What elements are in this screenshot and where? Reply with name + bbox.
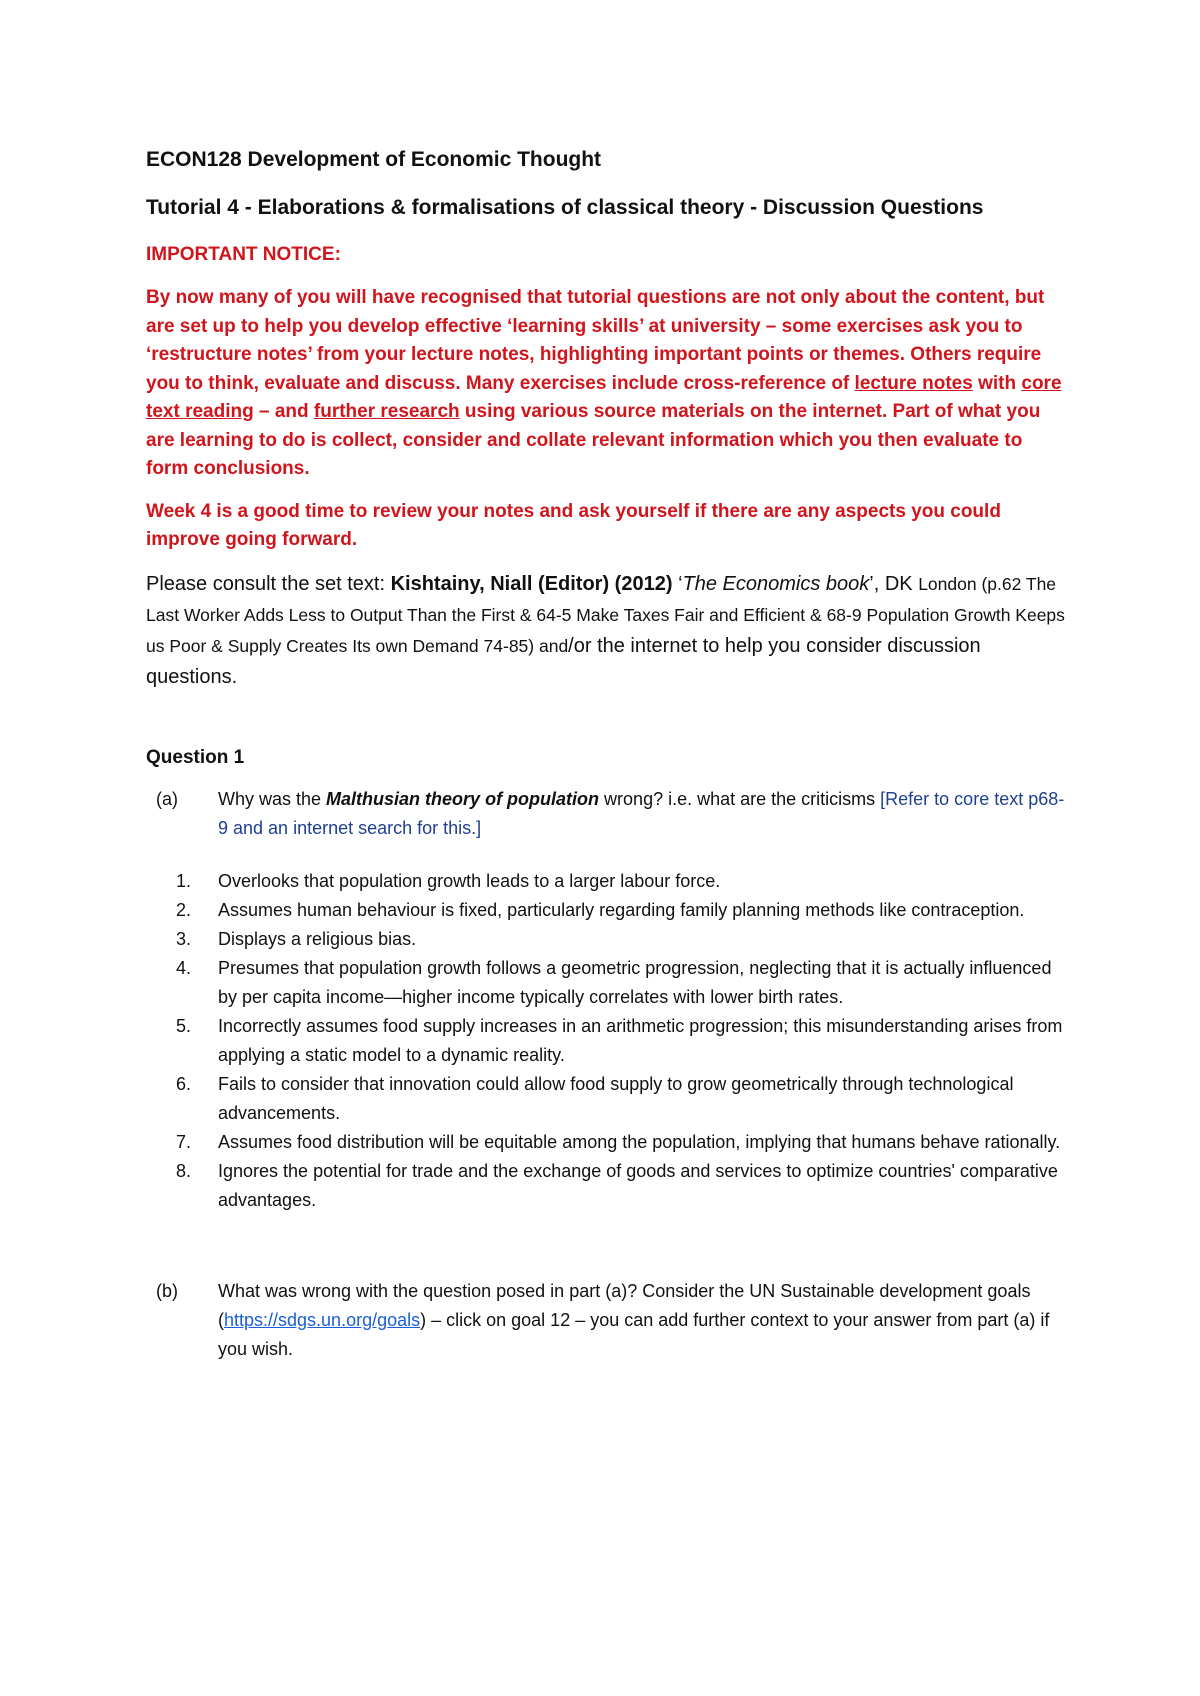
part-b-label: (b) — [156, 1280, 178, 1301]
question-1-title: Question 1 — [146, 746, 245, 768]
list-item: 4. Presumes that population growth follows a geometric progression, neglecting that it is actually influenced by per capita income—higher income typically correlates with lower birth rates. — [176, 957, 1052, 1007]
list-item: 5. Incorrectly assumes food supply increases in an arithmetic progression; this misunderstanding arises from applying a static model to a dynamic reality. — [176, 1015, 1063, 1065]
consult-paragraph — [146, 569, 1066, 693]
consult-page-refs: London (p.62 The Last Worker Adds Less to Output Than the First & 64-5 Make Taxes Fair and Efficient & 68-9 Population Growth Keeps us Poor & Supply Creates Its own Demand 74-85) and — [146, 573, 1065, 656]
core-text-reading-underlined: core text reading — [146, 372, 1062, 422]
question-1a — [146, 785, 1066, 843]
notice-text-1: By now many of you will have recognised that tutorial questions are not only about the content, but are set up to help you develop effective ‘learning skills’ at university – some exercises ask you to ‘restructure notes’ from your lecture notes, highlighting important points or themes. Others require you to think, evaluate and discuss. Many exercises include cross-reference of — [146, 287, 1045, 394]
notice-text-2: with — [972, 372, 1022, 394]
notice-text-3: – and — [253, 401, 314, 422]
notice-text-4: using various source materials on the internet. Part of what you are learning to do is collect, consider and collate relevant information which you then evaluate to form conclusions. — [146, 401, 1041, 479]
malthusian-theory-emphasis: Malthusian theory of population — [326, 788, 600, 809]
week-notice: Week 4 is a good time to review your notes and ask yourself if there are any aspects you could improve going forward. — [146, 500, 1001, 550]
part-a-reference-note: [Refer to core text p68-9 and an internet search for this.] — [218, 788, 1065, 838]
course-title: ECON128 Development of Economic Thought — [146, 148, 602, 171]
part-b-text: What was wrong with the question posed in part (a)? Consider the UN Sustainable development goals (https://sdgs.un.org/goals) – click on goal 12 – you can add further context to your answer from part (a) if you wish. — [218, 1280, 1050, 1359]
document-content — [146, 146, 1066, 1364]
further-research-underlined: further research — [313, 401, 460, 422]
consult-book-title: The Economics book — [682, 572, 870, 595]
consult-quote-open: ‘ — [678, 572, 683, 595]
sdgs-link[interactable]: https://sdgs.un.org/goals — [224, 1309, 421, 1330]
notice-body — [146, 284, 1066, 484]
part-a-text: Why was the Malthusian theory of population wrong? i.e. what are the criticisms [Refer to core text p68-9 and an internet search for this.] — [218, 788, 1065, 838]
tutorial-title: Tutorial 4 - Elaborations & formalisations of classical theory - Discussion Questions — [146, 196, 984, 219]
list-item: 6. Fails to consider that innovation could allow food supply to grow geometrically through technological advancements. — [176, 1073, 1014, 1123]
consult-tail: /or the internet to help you consider discussion questions. — [146, 634, 981, 688]
consult-author: Kishtainy, Niall (Editor) (2012) — [390, 572, 673, 595]
lecture-notes-underlined: lecture notes — [854, 372, 973, 394]
consult-lead: Please consult the set text: — [146, 572, 391, 595]
part-a-label: (a) — [156, 788, 178, 809]
notice-title: IMPORTANT NOTICE: — [146, 244, 341, 265]
consult-publisher: ’, DK — [869, 572, 919, 595]
list-item: 8. Ignores the potential for trade and the exchange of goods and services to optimize countries' comparative advantages. — [176, 1160, 1058, 1210]
list-item: 2. Assumes human behaviour is fixed, particularly regarding family planning methods like contraception. — [176, 899, 1025, 920]
question-1b — [146, 1277, 1066, 1364]
criticisms-list — [146, 867, 1066, 1215]
list-item: 1. Overlooks that population growth leads to a larger labour force. — [176, 870, 721, 891]
list-item: 3. Displays a religious bias. — [176, 928, 417, 949]
list-item: 7. Assumes food distribution will be equitable among the population, implying that humans behave rationally. — [176, 1131, 1061, 1152]
